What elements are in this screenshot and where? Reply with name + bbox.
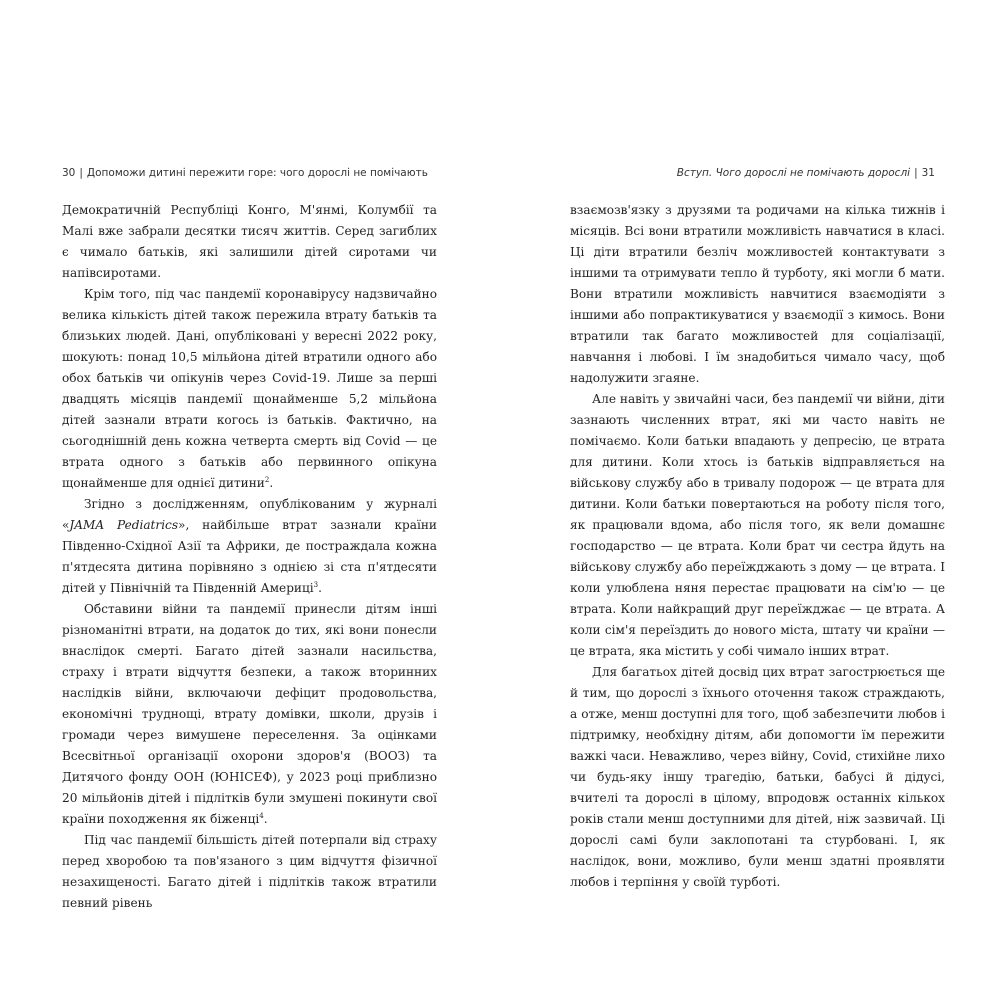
left-paragraph-1-text: Крім того, під час пандемії коронавірусу надзвичайно велика кількість дітей також пережила втрату батьків та близьких людей. Дані, опубліковані у вересні 2022 року, шокують: понад 10,5 мільйона дітей втратили одного або обох батьків чи опікунів через Covid-19. Лише за перші двадцять місяців пандемії щонайменше 5,2 мільйона дітей зазнали втрати когось із батьків. Фактично, на сьогоднішній день кожна четверта смерть від Covid — це втрата одного з батьків або первинного опікуна щонайменше для однієї дитини	[62, 287, 437, 490]
left-paragraph-3-end: .	[263, 812, 268, 826]
left-paragraph-3-text: Обставини війни та пандемії принесли дітям інші різноманітні втрати, на додаток до тих, які вони понесли внаслідок смерті. Багато дітей зазнали насильства, страху і втрати відчуття безпеки, а також вторинних наслідків війни, включаючи дефіцит продовольства, економічні труднощі, втрату домівки, школи, друзів і громади через вимушене переселення. За оцінками Всесвітньої організації охорони здоров'я (ВООЗ) та Дитячого фонду ООН (ЮНІСЕФ), у 2023 році приблизно 20 мільйонів дітей і підлітків були змушені покинути свої країни походження як біженці	[62, 602, 437, 826]
left-paragraph-2-start: Згідно з дослідженням, опублікованим у журналі «	[62, 497, 437, 532]
right-page-body	[570, 200, 945, 893]
left-paragraph-3	[62, 599, 437, 830]
right-paragraph-2: Для багатьох дітей досвід цих втрат загострюється ще й тим, що дорослі з їхнього оточення також страждають, а отже, менш доступні для того, щоб забезпечити любов і підтримку, необхідну дітям, аби допомогти їм пережити важкі часи. Неважливо, через війну, Covid, стихійне лихо чи будь-яку іншу трагедію, батьки, бабусі й дідусі, вчителі та дорослі в цілому, впродовж останніх кількох років стали менш доступними для дітей, ніж зазвичай. Ці дорослі самі були заклопотані та стурбовані. І, як наслідок, вони, можливо, були менш здатні проявляти любов і терпіння у своїй турботі.	[570, 665, 945, 889]
left-page-number: 30	[62, 167, 76, 179]
right-paragraph-1: Але навіть у звичайні часи, без пандемії чи війни, діти зазнають численних втрат, які ми часто навіть не помічаємо. Коли батьки впадають у депресію, це втрата для дитини. Коли хтось із батьків відправляється на військову службу або в тривалу подорож — це втрата для дитини. Коли батьки повертаються на роботу після того, як працювали вдома, або після того, як вели домашнє господарство — це втрата. Коли брат чи сестра йдуть на військову службу або переїжджають з дому — це втрата. І коли улюблена няня перестає працювати на сім'ю — це втрата. Коли найкращий друг переїжджає — це втрата. А коли сім'я переїздить до нового міста, штату чи країни — це втрата, яка містить у собі чимало інших втрат.	[570, 392, 945, 658]
right-chapter-title: Вступ. Чого дорослі не помічають дорослі	[676, 167, 911, 179]
left-paragraph-2-end: .	[318, 581, 322, 595]
left-page-body	[62, 200, 437, 914]
right-paragraph-0: взаємозв'язку з друзями та родичами на кілька тижнів і місяців. Всі вони втратили можливість навчатися в класі. Ці діти втратили безліч можливостей контактувати з іншими та отримувати тепло й турботу, які могли б мати. Вони втратили можливість навчитися взаємодіяти з іншими або попрактикуватися у взаємодії з кимось. Вони втратили так багато можливостей для соціалізації, навчання і любові. І їм знадобиться чимало часу, щоб надолужити згаяне.	[570, 203, 945, 385]
left-paragraph-4: Під час пандемії більшість дітей потерпали від страху перед хворобою та пов'язаного з цим відчуття фізичної незахищеності. Багато дітей і підлітків також втратили певний рівень	[62, 833, 437, 910]
footnote-ref-2: 2	[264, 475, 270, 484]
right-header-separator: |	[914, 167, 918, 179]
footnote-ref-4: 4	[259, 811, 264, 820]
left-paragraph-2	[62, 494, 437, 599]
left-paragraph-1	[62, 284, 437, 494]
left-paragraph-2-text: », найбільше втрат зазнали країни Південно-Східної Азії та Африки, де постраждала кожна п'ятдесята дитина порівняно з однією зі ста п'ятдесяти дітей у Північній та Південній Америці	[62, 518, 437, 595]
footnote-ref-3: 3	[313, 580, 319, 589]
left-paragraph-0: Демократичній Республіці Конго, М'янмі, Колумбії та Малі вже забрали десятки тисяч життів. Серед загиблих є чимало батьків, які залишили дітей сиротами чи напівсиротами.	[62, 203, 437, 280]
journal-title: JAMA Pediatrics	[69, 518, 179, 532]
right-running-head	[677, 166, 935, 180]
left-paragraph-1-end: .	[269, 476, 274, 490]
right-page-number: 31	[921, 167, 935, 179]
left-header-separator: |	[79, 167, 83, 179]
left-running-head	[62, 166, 428, 180]
left-book-title: Допоможи дитині пережити горе: чого дорослі не помічають	[86, 167, 428, 179]
